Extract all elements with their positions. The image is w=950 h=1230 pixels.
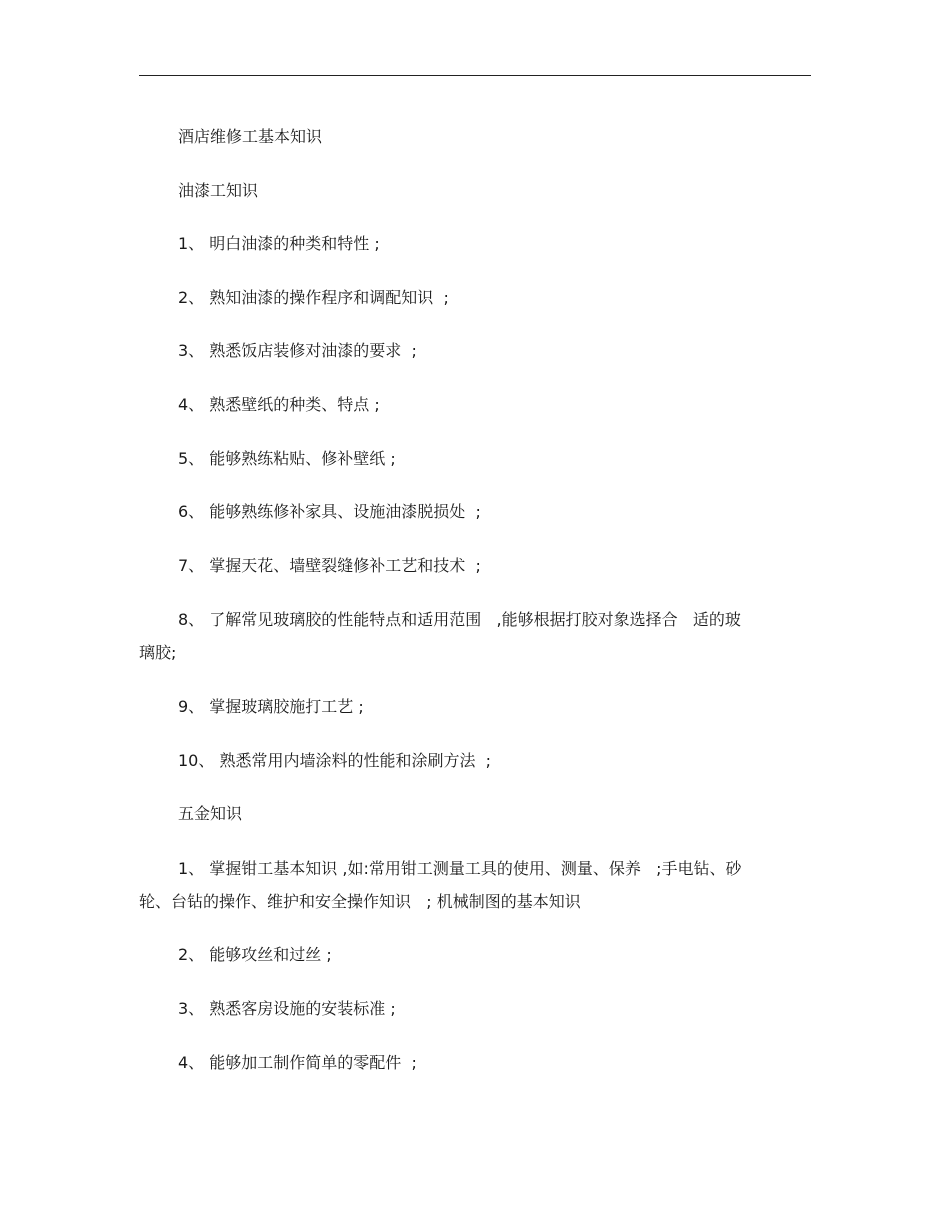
- document-title: 酒店维修工基本知识: [178, 127, 323, 146]
- list-item: 10、 熟悉常用内墙涂料的性能和涂刷方法 ;: [178, 750, 492, 770]
- list-item: 2、 熟知油漆的操作程序和调配知识 ;: [178, 287, 449, 307]
- list-item-line: 轮、台钻的操作、维护和安全操作知识 ; 机械制图的基本知识: [139, 891, 581, 911]
- list-item: 2、 能够攻丝和过丝 ;: [178, 945, 332, 965]
- section-heading-paint: 油漆工知识: [178, 180, 259, 200]
- list-item: 5、 能够熟练粘贴、修补壁纸 ;: [178, 448, 396, 468]
- list-item-wrapped: [139, 603, 811, 669]
- header-rule: [139, 75, 811, 76]
- list-item: 4、 熟悉壁纸的种类、特点 ;: [178, 394, 380, 414]
- list-item: 3、 熟悉客房设施的安装标准 ;: [178, 998, 396, 1018]
- list-item: 7、 掌握天花、墙壁裂缝修补工艺和技术 ;: [178, 555, 481, 575]
- list-item-line: 1、 掌握钳工基本知识 ,如:常用钳工测量工具的使用、测量、保养 ;手电钻、砂: [178, 858, 742, 878]
- list-item-line: 8、 了解常见玻璃胶的性能特点和适用范围 ,能够根据打胶对象选择合 适的玻: [178, 610, 741, 630]
- list-item: 9、 掌握玻璃胶施打工艺 ;: [178, 696, 364, 716]
- list-item: 6、 能够熟练修补家具、设施油漆脱损处 ;: [178, 502, 481, 522]
- list-item: 1、 明白油漆的种类和特性 ;: [178, 234, 380, 254]
- list-item-line: 璃胶;: [139, 643, 177, 663]
- list-item-wrapped: [139, 852, 811, 918]
- document-body: [139, 121, 811, 1100]
- list-item: 3、 熟悉饭店装修对油漆的要求 ;: [178, 341, 417, 361]
- section-heading-hardware: 五金知识: [178, 804, 243, 824]
- list-item: 4、 能够加工制作简单的零配件 ;: [178, 1052, 417, 1072]
